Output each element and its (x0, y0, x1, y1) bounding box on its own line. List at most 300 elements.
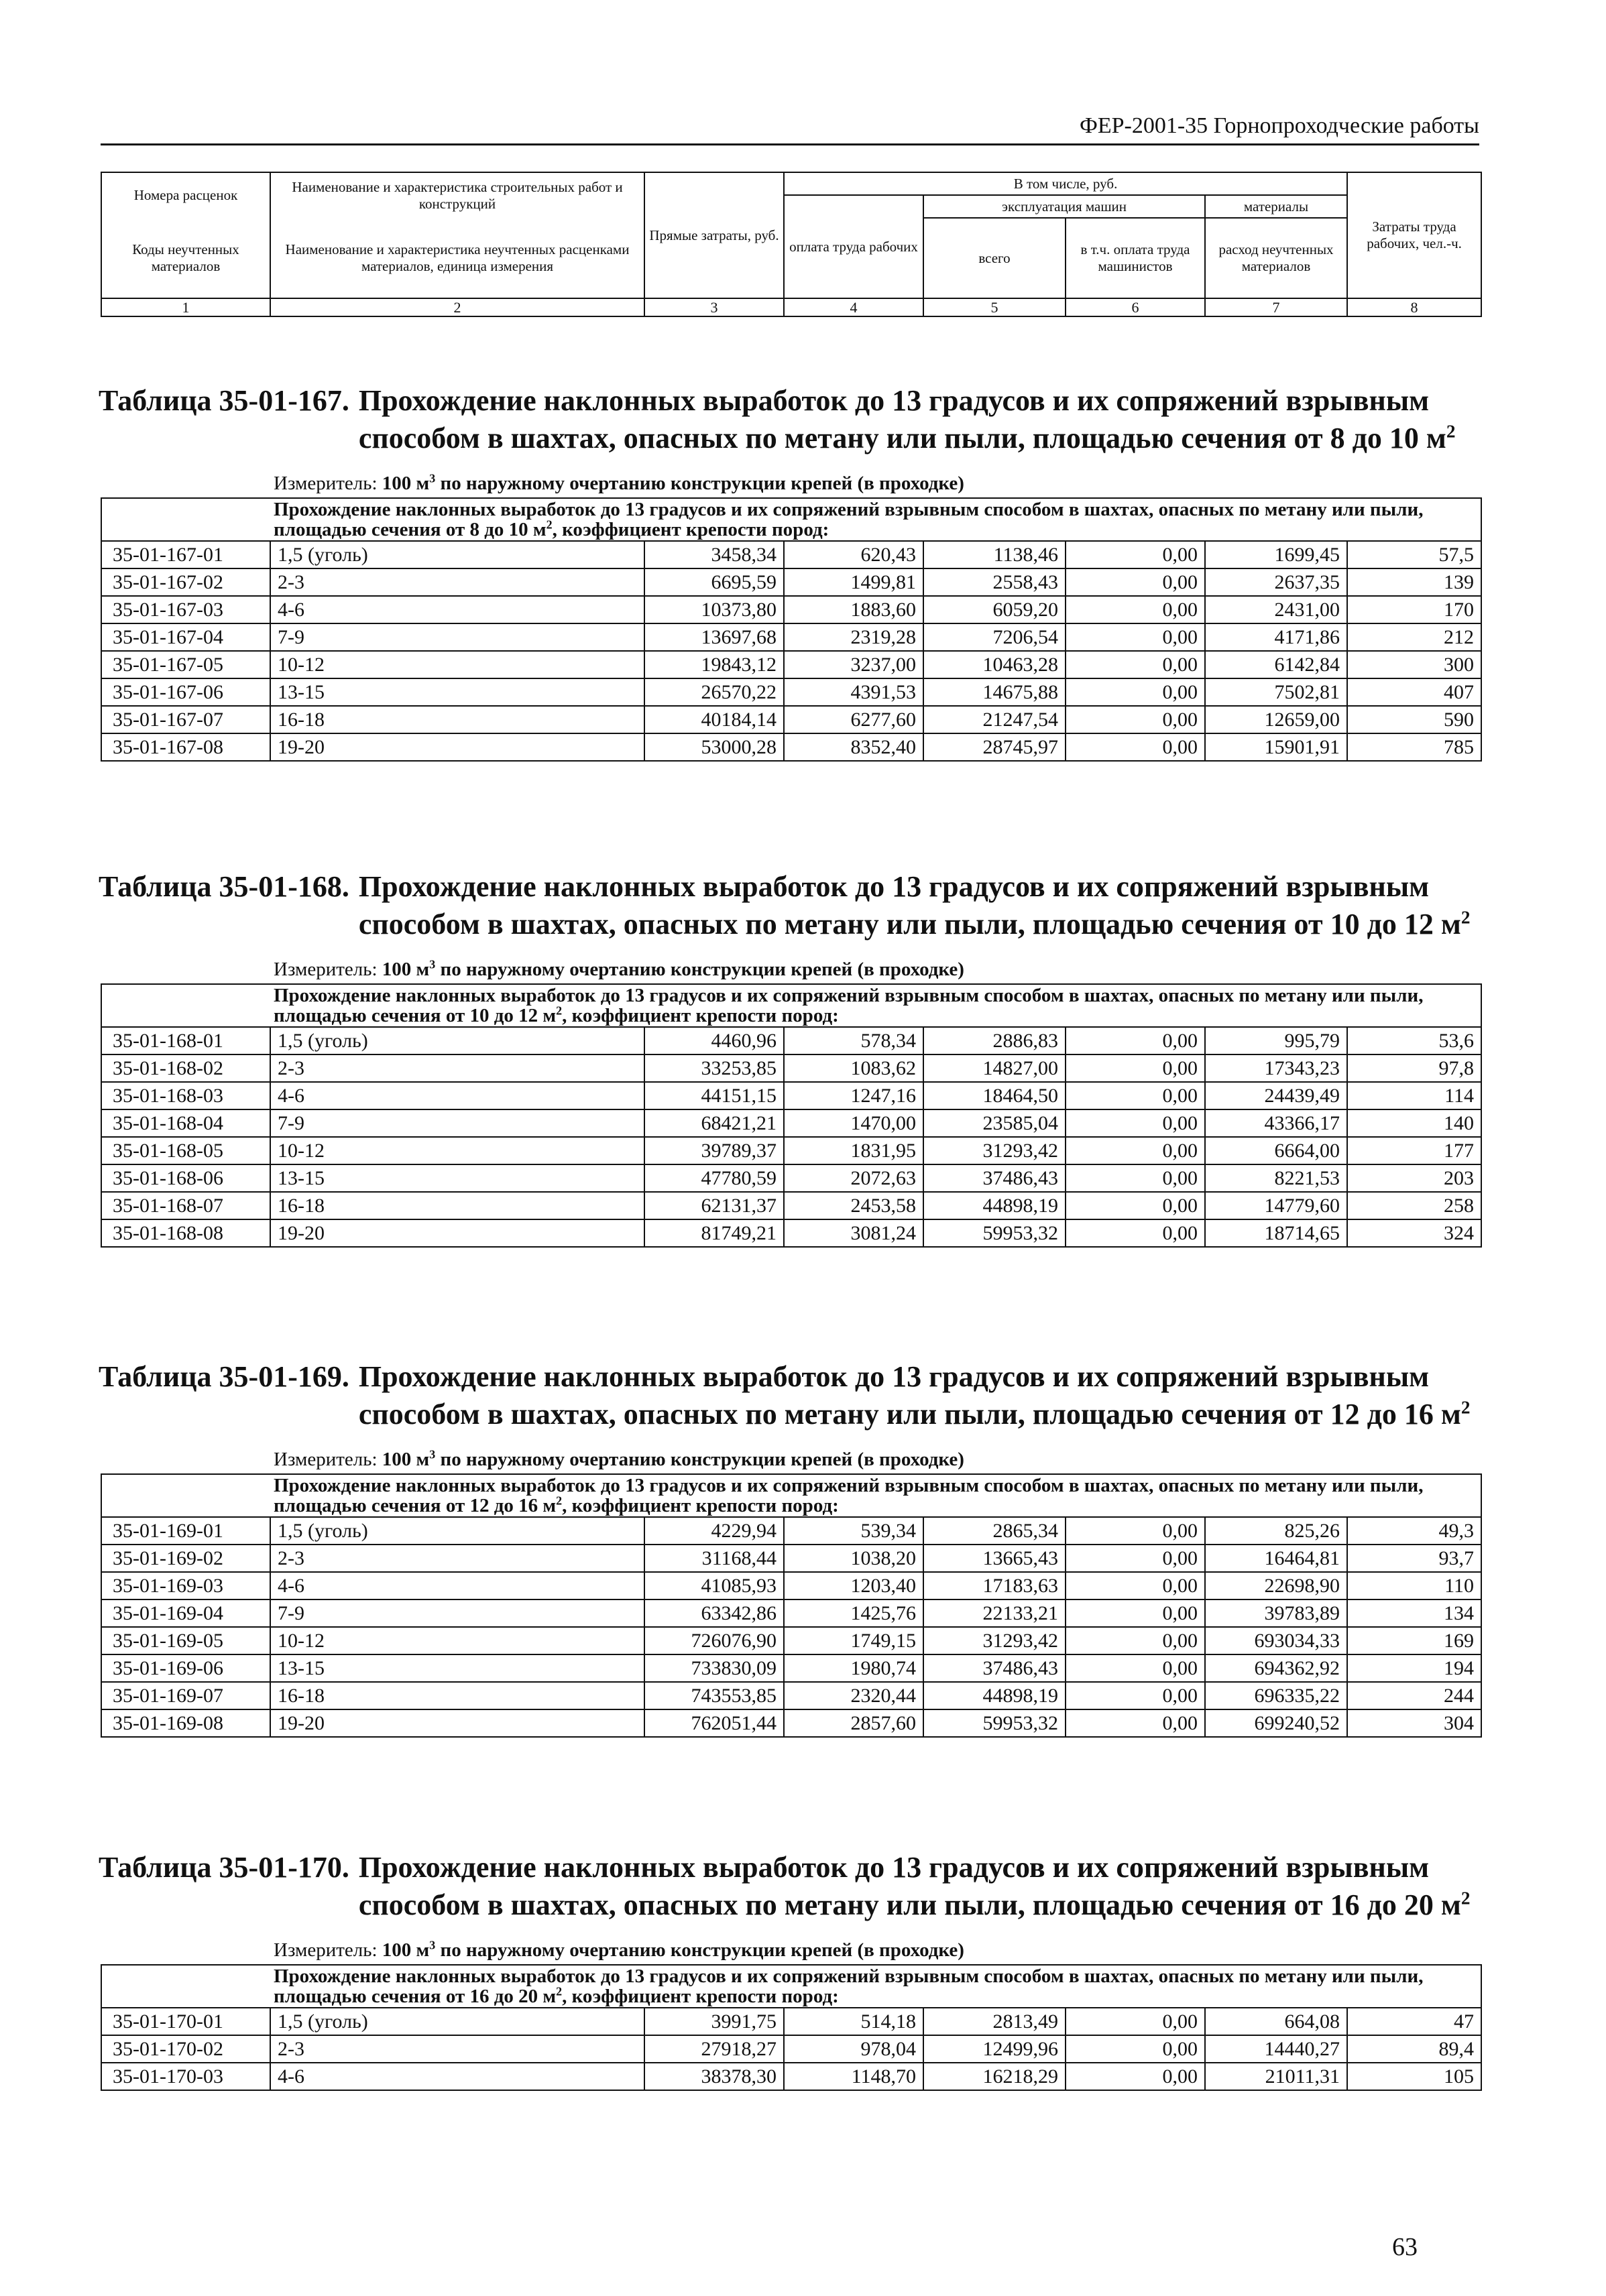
cost-c8: 110 (1347, 1572, 1481, 1599)
rate-code: 35-01-170-03 (101, 2063, 270, 2090)
table-row (101, 2063, 1481, 2090)
table-row (101, 1219, 1481, 1247)
rock-hardness: 2-3 (270, 568, 644, 596)
header-col6: в т.ч. оплата труда машинистов (1066, 218, 1205, 298)
cost-c7: 17343,23 (1205, 1054, 1347, 1082)
rate-code: 35-01-167-03 (101, 596, 270, 623)
rock-hardness: 2-3 (270, 2035, 644, 2063)
cost-c8: 177 (1347, 1137, 1481, 1164)
header-col5: всего (923, 218, 1066, 298)
measure-text-b: по наружному очертанию конструкции крепей (в проходке) (435, 959, 964, 980)
cost-c4: 2320,44 (784, 1682, 923, 1709)
cost-c6: 0,00 (1066, 2035, 1205, 2063)
cost-c5: 10463,28 (923, 651, 1066, 678)
rock-hardness: 19-20 (270, 733, 644, 761)
cost-c5: 18464,50 (923, 1082, 1066, 1109)
cost-c5: 31293,42 (923, 1137, 1066, 1164)
rock-hardness: 13-15 (270, 1654, 644, 1682)
measure-superscript: 3 (429, 1447, 436, 1461)
cost-c5: 12499,96 (923, 2035, 1066, 2063)
rock-hardness: 2-3 (270, 1545, 644, 1572)
rate-code: 35-01-169-05 (101, 1627, 270, 1654)
cost-c8: 244 (1347, 1682, 1481, 1709)
cost-c6: 0,00 (1066, 651, 1205, 678)
cost-c3: 41085,93 (644, 1572, 784, 1599)
measure-label: Измеритель: (274, 473, 378, 494)
cost-c6: 0,00 (1066, 1627, 1205, 1654)
rock-hardness: 1,5 (уголь) (270, 1517, 644, 1545)
measure-label: Измеритель: (274, 1449, 378, 1470)
cost-c5: 44898,19 (923, 1682, 1066, 1709)
header-group-title: В том числе, руб. (784, 172, 1347, 195)
cost-c5: 28745,97 (923, 733, 1066, 761)
cost-c6: 0,00 (1066, 568, 1205, 596)
cost-c8: 57,5 (1347, 541, 1481, 568)
cost-c7: 825,26 (1205, 1517, 1347, 1545)
table-title (99, 1849, 1481, 1924)
cost-c5: 2558,43 (923, 568, 1066, 596)
rate-table (101, 1473, 1482, 1738)
cost-c7: 664,08 (1205, 2008, 1347, 2035)
cost-c7: 21011,31 (1205, 2063, 1347, 2090)
cost-c6: 0,00 (1066, 733, 1205, 761)
cost-c4: 978,04 (784, 2035, 923, 2063)
table-subheading (101, 1965, 1481, 2008)
cost-c4: 1083,62 (784, 1054, 923, 1082)
cost-c7: 696335,22 (1205, 1682, 1347, 1709)
table-row (101, 596, 1481, 623)
rate-code: 35-01-168-08 (101, 1219, 270, 1247)
cost-c6: 0,00 (1066, 1164, 1205, 1192)
rate-code: 35-01-169-06 (101, 1654, 270, 1682)
subheading-text-b: , коэффициент крепости пород: (552, 519, 829, 540)
rock-hardness: 7-9 (270, 623, 644, 651)
header-col4: оплата труда рабочих (784, 195, 923, 298)
cost-c7: 2431,00 (1205, 596, 1347, 623)
cost-c4: 578,34 (784, 1027, 923, 1054)
rate-code: 35-01-169-02 (101, 1545, 270, 1572)
cost-c7: 39783,89 (1205, 1599, 1347, 1627)
cost-c5: 2886,83 (923, 1027, 1066, 1054)
cost-c4: 1148,70 (784, 2063, 923, 2090)
cost-c3: 743553,85 (644, 1682, 784, 1709)
cost-c7: 14779,60 (1205, 1192, 1347, 1219)
cost-c5: 37486,43 (923, 1654, 1066, 1682)
cost-c8: 194 (1347, 1654, 1481, 1682)
cost-c4: 2857,60 (784, 1709, 923, 1737)
rate-code: 35-01-169-01 (101, 1517, 270, 1545)
column-number: 3 (644, 298, 784, 316)
header-machines: эксплуатация машин (923, 195, 1205, 218)
rate-code: 35-01-169-03 (101, 1572, 270, 1599)
measure-unit (274, 1939, 1481, 1961)
cost-c4: 1425,76 (784, 1599, 923, 1627)
cost-c6: 0,00 (1066, 2008, 1205, 2035)
cost-c7: 6664,00 (1205, 1137, 1347, 1164)
rate-code: 35-01-168-05 (101, 1137, 270, 1164)
rate-code: 35-01-167-05 (101, 651, 270, 678)
table-row (101, 1027, 1481, 1054)
rock-hardness: 13-15 (270, 678, 644, 706)
table-row (101, 1682, 1481, 1709)
cost-c3: 39789,37 (644, 1137, 784, 1164)
cost-c8: 169 (1347, 1627, 1481, 1654)
measure-text-a: 100 м (382, 473, 430, 494)
cost-c6: 0,00 (1066, 678, 1205, 706)
cost-c8: 590 (1347, 706, 1481, 733)
cost-c5: 59953,32 (923, 1709, 1066, 1737)
subheading-text-a: Прохождение наклонных выработок до 13 градусов и их сопряжений взрывным способом в шахтах, опасных по метану или пыли, площадью сечения от 12 до 16 м (274, 1475, 1424, 1516)
cost-c8: 258 (1347, 1192, 1481, 1219)
table-row (101, 1137, 1481, 1164)
cost-c3: 47780,59 (644, 1164, 784, 1192)
cost-c8: 139 (1347, 568, 1481, 596)
measure-unit (274, 958, 1481, 981)
cost-c3: 6695,59 (644, 568, 784, 596)
rate-table (101, 1964, 1482, 2091)
cost-c3: 733830,09 (644, 1654, 784, 1682)
rate-table-section (101, 382, 1481, 762)
cost-c8: 134 (1347, 1599, 1481, 1627)
cost-c7: 995,79 (1205, 1027, 1347, 1054)
rate-code: 35-01-167-01 (101, 541, 270, 568)
cost-c8: 203 (1347, 1164, 1481, 1192)
measure-text-b: по наружному очертанию конструкции крепей (в проходке) (435, 1449, 964, 1470)
rock-hardness: 1,5 (уголь) (270, 541, 644, 568)
subheading-text-a: Прохождение наклонных выработок до 13 градусов и их сопряжений взрывным способом в шахтах, опасных по метану или пыли, площадью сечения от 16 до 20 м (274, 1966, 1424, 2007)
measure-superscript: 3 (429, 1938, 436, 1952)
cost-c8: 114 (1347, 1082, 1481, 1109)
cost-c8: 324 (1347, 1219, 1481, 1247)
measure-label: Измеритель: (274, 1939, 378, 1961)
cost-c3: 4229,94 (644, 1517, 784, 1545)
rate-table-section (101, 1849, 1481, 2091)
cost-c5: 17183,63 (923, 1572, 1066, 1599)
cost-c3: 762051,44 (644, 1709, 784, 1737)
table-title (99, 1358, 1481, 1433)
cost-c7: 12659,00 (1205, 706, 1347, 733)
cost-c6: 0,00 (1066, 1599, 1205, 1627)
cost-c4: 1247,16 (784, 1082, 923, 1109)
measure-text-a: 100 м (382, 1449, 430, 1470)
table-row (101, 651, 1481, 678)
subheading-text-a: Прохождение наклонных выработок до 13 градусов и их сопряжений взрывным способом в шахтах, опасных по метану или пыли, площадью сечения от 8 до 10 м (274, 499, 1424, 540)
cost-c7: 8221,53 (1205, 1164, 1347, 1192)
cost-c5: 23585,04 (923, 1109, 1066, 1137)
column-number: 2 (270, 298, 644, 316)
cost-c3: 19843,12 (644, 651, 784, 678)
rate-table (101, 497, 1482, 762)
cost-c3: 4460,96 (644, 1027, 784, 1054)
rock-hardness: 1,5 (уголь) (270, 1027, 644, 1054)
subheading-superscript: 2 (546, 518, 553, 532)
table-number: Таблица 35-01-168. (99, 870, 349, 903)
subheading-superscript: 2 (556, 1494, 563, 1508)
rate-code: 35-01-170-01 (101, 2008, 270, 2035)
page-header: ФЕР-2001-35 Горнопроходческие работы (101, 113, 1479, 145)
table-row (101, 1599, 1481, 1627)
cost-c3: 38378,30 (644, 2063, 784, 2090)
cost-c8: 785 (1347, 733, 1481, 761)
cost-c4: 2072,63 (784, 1164, 923, 1192)
cost-c3: 53000,28 (644, 733, 784, 761)
title-superscript: 2 (1460, 1397, 1471, 1418)
cost-c4: 514,18 (784, 2008, 923, 2035)
rate-table-section (101, 868, 1481, 1248)
rock-hardness: 19-20 (270, 1709, 644, 1737)
cost-c4: 1470,00 (784, 1109, 923, 1137)
cost-c7: 15901,91 (1205, 733, 1347, 761)
column-number: 5 (923, 298, 1066, 316)
table-row (101, 1654, 1481, 1682)
rate-code: 35-01-168-06 (101, 1164, 270, 1192)
cost-c7: 7502,81 (1205, 678, 1347, 706)
cost-c5: 44898,19 (923, 1192, 1066, 1219)
cost-c7: 22698,90 (1205, 1572, 1347, 1599)
cost-c3: 3458,34 (644, 541, 784, 568)
cost-c4: 1038,20 (784, 1545, 923, 1572)
table-row (101, 623, 1481, 651)
cost-c5: 14827,00 (923, 1054, 1066, 1082)
cost-c6: 0,00 (1066, 1082, 1205, 1109)
rate-code: 35-01-169-07 (101, 1682, 270, 1709)
cost-c3: 26570,22 (644, 678, 784, 706)
cost-c3: 40184,14 (644, 706, 784, 733)
cost-c7: 1699,45 (1205, 541, 1347, 568)
cost-c6: 0,00 (1066, 596, 1205, 623)
cost-c4: 1831,95 (784, 1137, 923, 1164)
cost-c5: 2813,49 (923, 2008, 1066, 2035)
table-title-text: Прохождение наклонных выработок до 13 градусов и их сопряжений взрывным способом в шахтах, опасных по метану или пыли, площадью сечения от 12 до 16 м (358, 1360, 1461, 1431)
rock-hardness: 16-18 (270, 1192, 644, 1219)
table-row (101, 1164, 1481, 1192)
cost-c4: 6277,60 (784, 706, 923, 733)
rock-hardness: 2-3 (270, 1054, 644, 1082)
cost-c5: 1138,46 (923, 541, 1066, 568)
cost-c6: 0,00 (1066, 1517, 1205, 1545)
column-number: 7 (1205, 298, 1347, 316)
table-row (101, 1192, 1481, 1219)
table-row (101, 733, 1481, 761)
column-header-table (101, 172, 1482, 317)
table-subheading (101, 1474, 1481, 1517)
table-number: Таблица 35-01-169. (99, 1360, 349, 1393)
cost-c7: 6142,84 (1205, 651, 1347, 678)
cost-c4: 8352,40 (784, 733, 923, 761)
table-subheading (101, 984, 1481, 1027)
cost-c8: 407 (1347, 678, 1481, 706)
cost-c3: 62131,37 (644, 1192, 784, 1219)
cost-c7: 2637,35 (1205, 568, 1347, 596)
table-row (101, 568, 1481, 596)
rate-code: 35-01-167-08 (101, 733, 270, 761)
cost-c4: 3237,00 (784, 651, 923, 678)
cost-c8: 47 (1347, 2008, 1481, 2035)
cost-c4: 2319,28 (784, 623, 923, 651)
rate-code: 35-01-169-04 (101, 1599, 270, 1627)
cost-c3: 27918,27 (644, 2035, 784, 2063)
cost-c4: 1203,40 (784, 1572, 923, 1599)
rock-hardness: 16-18 (270, 1682, 644, 1709)
table-row (101, 706, 1481, 733)
cost-c7: 693034,33 (1205, 1627, 1347, 1654)
rate-code: 35-01-168-07 (101, 1192, 270, 1219)
rate-table (101, 983, 1482, 1248)
cost-c8: 140 (1347, 1109, 1481, 1137)
table-row (101, 541, 1481, 568)
table-title (99, 868, 1481, 943)
rock-hardness: 7-9 (270, 1109, 644, 1137)
header-col2-top: Наименование и характеристика строительных работ и конструкций (270, 172, 644, 218)
cost-c6: 0,00 (1066, 1219, 1205, 1247)
cost-c6: 0,00 (1066, 1654, 1205, 1682)
table-row (101, 678, 1481, 706)
rock-hardness: 13-15 (270, 1164, 644, 1192)
subheading-superscript: 2 (556, 1004, 563, 1018)
cost-c8: 300 (1347, 651, 1481, 678)
column-number: 8 (1347, 298, 1481, 316)
table-row (101, 1054, 1481, 1082)
cost-c3: 3991,75 (644, 2008, 784, 2035)
cost-c7: 699240,52 (1205, 1709, 1347, 1737)
cost-c3: 81749,21 (644, 1219, 784, 1247)
header-col2-bottom: Наименование и характеристика неучтенных расценками материалов, единица измерения (270, 218, 644, 298)
table-row (101, 1109, 1481, 1137)
cost-c7: 4171,86 (1205, 623, 1347, 651)
subheading-text-a: Прохождение наклонных выработок до 13 градусов и их сопряжений взрывным способом в шахтах, опасных по метану или пыли, площадью сечения от 10 до 12 м (274, 985, 1424, 1026)
cost-c5: 2865,34 (923, 1517, 1066, 1545)
rate-code: 35-01-168-03 (101, 1082, 270, 1109)
measure-text-a: 100 м (382, 1939, 430, 1961)
cost-c7: 694362,92 (1205, 1654, 1347, 1682)
cost-c7: 43366,17 (1205, 1109, 1347, 1137)
cost-c4: 1499,81 (784, 568, 923, 596)
cost-c6: 0,00 (1066, 1682, 1205, 1709)
rock-hardness: 10-12 (270, 651, 644, 678)
rate-code: 35-01-167-07 (101, 706, 270, 733)
table-title (99, 382, 1481, 457)
cost-c3: 31168,44 (644, 1545, 784, 1572)
rock-hardness: 4-6 (270, 1572, 644, 1599)
table-title-text: Прохождение наклонных выработок до 13 градусов и их сопряжений взрывным способом в шахтах, опасных по метану или пыли, площадью сечения от 10 до 12 м (358, 870, 1461, 941)
rock-hardness: 4-6 (270, 596, 644, 623)
table-row (101, 2008, 1481, 2035)
cost-c4: 3081,24 (784, 1219, 923, 1247)
subheading-text-b: , коэффициент крепости пород: (562, 1005, 839, 1026)
cost-c6: 0,00 (1066, 623, 1205, 651)
measure-text-a: 100 м (382, 959, 430, 980)
cost-c8: 93,7 (1347, 1545, 1481, 1572)
page-number: 63 (1392, 2233, 1418, 2261)
measure-label: Измеритель: (274, 959, 378, 980)
cost-c4: 1749,15 (784, 1627, 923, 1654)
cost-c6: 0,00 (1066, 1137, 1205, 1164)
rate-code: 35-01-168-02 (101, 1054, 270, 1082)
cost-c5: 13665,43 (923, 1545, 1066, 1572)
cost-c8: 170 (1347, 596, 1481, 623)
rock-hardness: 10-12 (270, 1137, 644, 1164)
cost-c5: 59953,32 (923, 1219, 1066, 1247)
table-row (101, 1517, 1481, 1545)
rock-hardness: 10-12 (270, 1627, 644, 1654)
table-title-text: Прохождение наклонных выработок до 13 градусов и их сопряжений взрывным способом в шахтах, опасных по метану или пыли, площадью сечения от 8 до 10 м (358, 384, 1446, 455)
table-row (101, 1082, 1481, 1109)
table-subheading (101, 498, 1481, 541)
table-row (101, 2035, 1481, 2063)
cost-c8: 89,4 (1347, 2035, 1481, 2063)
measure-superscript: 3 (429, 471, 436, 485)
cost-c8: 49,3 (1347, 1517, 1481, 1545)
rate-code: 35-01-167-04 (101, 623, 270, 651)
cost-c7: 14440,27 (1205, 2035, 1347, 2063)
rock-hardness: 1,5 (уголь) (270, 2008, 644, 2035)
cost-c6: 0,00 (1066, 1545, 1205, 1572)
cost-c6: 0,00 (1066, 1027, 1205, 1054)
measure-unit (274, 1448, 1481, 1471)
cost-c4: 2453,58 (784, 1192, 923, 1219)
cost-c8: 212 (1347, 623, 1481, 651)
cost-c3: 10373,80 (644, 596, 784, 623)
header-col8: Затраты труда рабочих, чел.-ч. (1347, 172, 1481, 298)
cost-c8: 97,8 (1347, 1054, 1481, 1082)
cost-c4: 1883,60 (784, 596, 923, 623)
subheading-superscript: 2 (556, 1984, 563, 1998)
cost-c4: 620,43 (784, 541, 923, 568)
title-superscript: 2 (1460, 1888, 1471, 1909)
rate-code: 35-01-167-06 (101, 678, 270, 706)
cost-c3: 68421,21 (644, 1109, 784, 1137)
header-col3: Прямые затраты, руб. (644, 172, 784, 298)
cost-c8: 53,6 (1347, 1027, 1481, 1054)
rock-hardness: 16-18 (270, 706, 644, 733)
cost-c6: 0,00 (1066, 2063, 1205, 2090)
cost-c7: 16464,81 (1205, 1545, 1347, 1572)
cost-c6: 0,00 (1066, 1109, 1205, 1137)
table-row (101, 1545, 1481, 1572)
title-superscript: 2 (1460, 907, 1471, 928)
table-number: Таблица 35-01-170. (99, 1851, 349, 1884)
table-row (101, 1627, 1481, 1654)
rock-hardness: 19-20 (270, 1219, 644, 1247)
measure-superscript: 3 (429, 957, 436, 971)
cost-c5: 7206,54 (923, 623, 1066, 651)
measure-text-b: по наружному очертанию конструкции крепей (в проходке) (435, 473, 964, 494)
header-col1-bottom: Коды неучтенных материалов (101, 218, 270, 298)
cost-c5: 31293,42 (923, 1627, 1066, 1654)
rock-hardness: 7-9 (270, 1599, 644, 1627)
cost-c6: 0,00 (1066, 1054, 1205, 1082)
column-number-row (101, 298, 1481, 316)
cost-c6: 0,00 (1066, 1572, 1205, 1599)
rate-code: 35-01-169-08 (101, 1709, 270, 1737)
table-row (101, 1709, 1481, 1737)
cost-c7: 24439,49 (1205, 1082, 1347, 1109)
cost-c5: 21247,54 (923, 706, 1066, 733)
rock-hardness: 4-6 (270, 1082, 644, 1109)
cost-c5: 37486,43 (923, 1164, 1066, 1192)
cost-c5: 22133,21 (923, 1599, 1066, 1627)
cost-c4: 1980,74 (784, 1654, 923, 1682)
column-number: 4 (784, 298, 923, 316)
column-number: 6 (1066, 298, 1205, 316)
cost-c5: 6059,20 (923, 596, 1066, 623)
cost-c6: 0,00 (1066, 541, 1205, 568)
subheading-text-b: , коэффициент крепости пород: (562, 1495, 839, 1516)
subheading-text-b: , коэффициент крепости пород: (562, 1986, 839, 2007)
cost-c5: 14675,88 (923, 678, 1066, 706)
measure-unit (274, 472, 1481, 495)
rate-code: 35-01-170-02 (101, 2035, 270, 2063)
